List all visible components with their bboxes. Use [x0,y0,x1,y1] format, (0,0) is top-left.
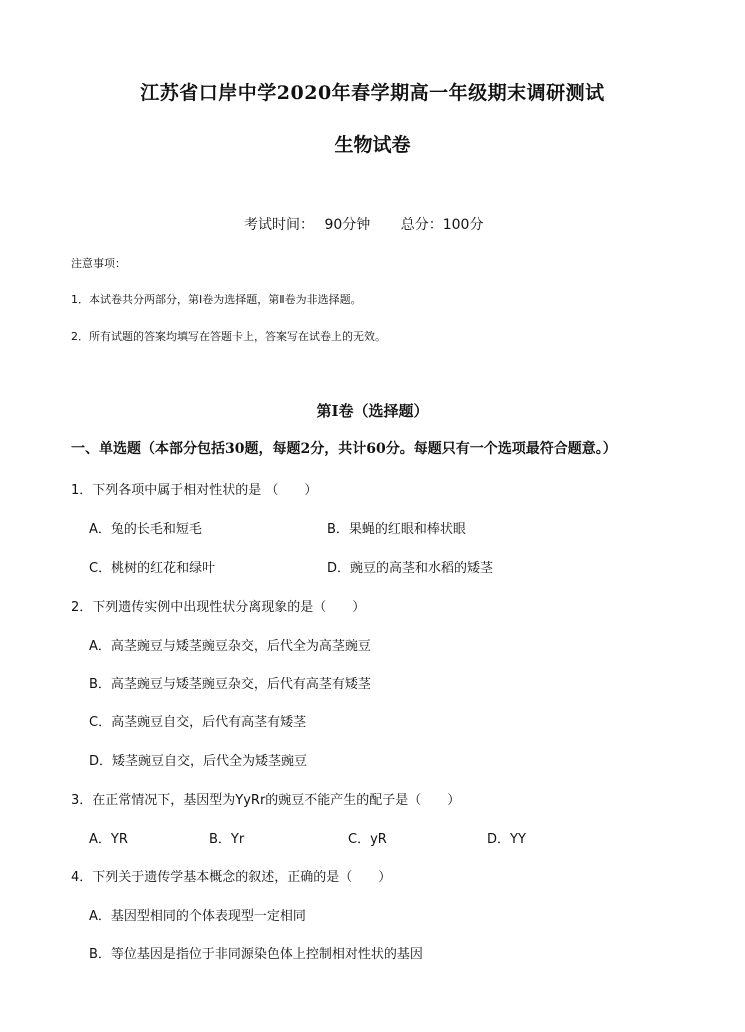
exam-info-line [244,214,483,234]
note-item: 2．所有试题的答案均填写在答题卡上，答案写在试卷上的无效。 [71,330,386,343]
question-option: D．YY [487,832,526,847]
question-option: A．兔的长毛和短毛 [89,522,202,537]
question-stem: 3．在正常情况下，基因型为YyRr的豌豆不能产生的配子是（ ） [71,793,461,808]
question-option: C．桃树的红花和绿叶 [89,561,216,576]
time-value: 90分钟 [324,217,371,233]
question-option: D．矮茎豌豆自交，后代全为矮茎豌豆 [89,754,308,769]
question-option: C．高茎豌豆自交，后代有高茎有矮茎 [89,715,307,730]
exam-subtitle: 生物试卷 [334,134,411,156]
question-option: B．高茎豌豆与矮茎豌豆杂交，后代有高茎有矮茎 [89,677,371,692]
question-option: D．豌豆的高茎和水稻的矮茎 [327,561,494,576]
score-value: 100分 [442,217,484,233]
notes-heading: 注意事项： [71,257,126,270]
time-label: 考试时间： [244,217,314,233]
question-option: A．YR [89,832,128,847]
question-stem: 1．下列各项中属于相对性状的是 （ ） [71,483,318,498]
score-label: 总分： [400,217,443,233]
section-heading: 一、单选题（本部分包括30题，每题2分，共计60分。每题只有一个选项最符合题意。） [71,441,617,457]
note-item: 1．本试卷共分两部分，第Ⅰ卷为选择题，第Ⅱ卷为非选择题。 [71,293,362,306]
question-option: B．Yr [209,832,245,847]
question-stem: 2．下列遗传实例中出现性状分离现象的是（ ） [71,600,366,615]
question-option: B．果蝇的红眼和棒状眼 [327,522,466,537]
exam-title: 江苏省口岸中学2020年春学期高一年级期末调研测试 [140,82,605,104]
question-stem: 4．下列关于遗传学基本概念的叙述，正确的是（ ） [71,870,392,885]
question-option: A．基因型相同的个体表现型一定相同 [89,909,306,924]
question-option: A．高茎豌豆与矮茎豌豆杂交，后代全为高茎豌豆 [89,639,371,654]
question-option: B．等位基因是指位于非同源染色体上控制相对性状的基因 [89,947,423,962]
question-option: C．yR [348,832,387,847]
part1-title: 第Ⅰ卷（选择题） [316,402,429,420]
